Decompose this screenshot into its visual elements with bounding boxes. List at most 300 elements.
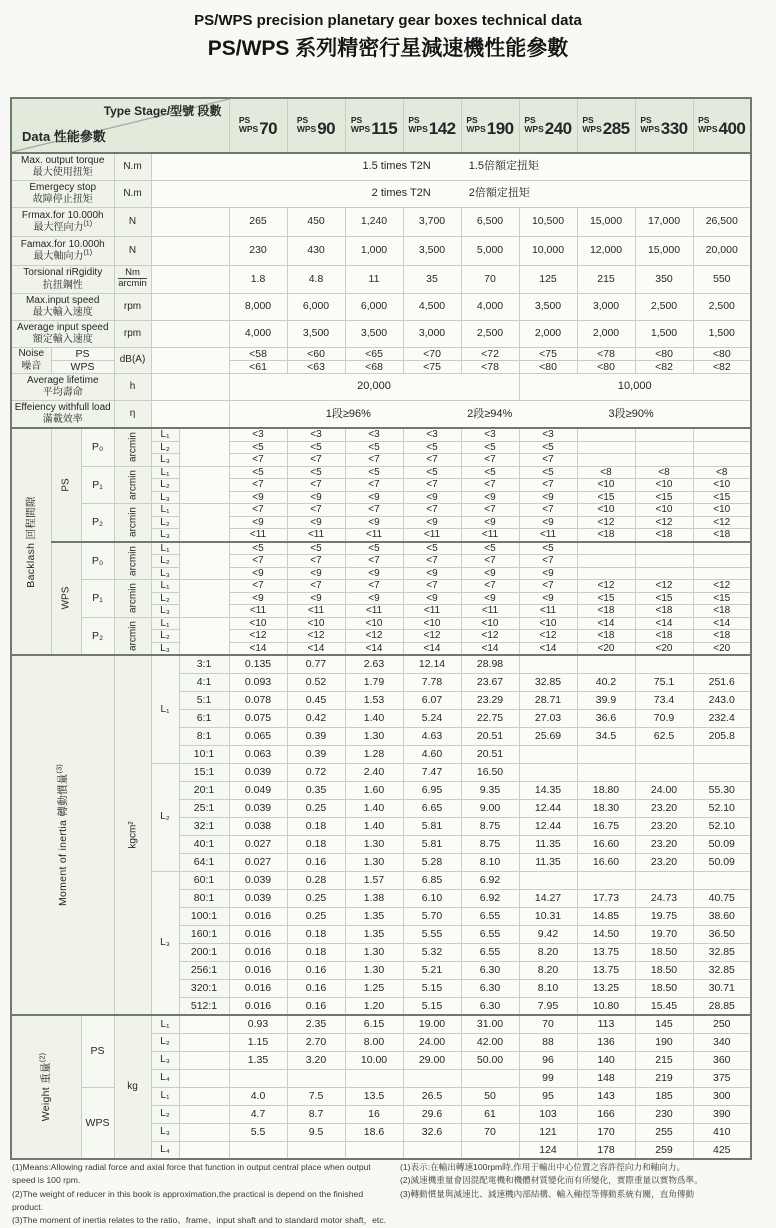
value-cell — [577, 871, 635, 889]
value-cell: <18 — [635, 605, 693, 618]
value-cell: <80 — [635, 347, 693, 360]
value-cell: 24.00 — [403, 1033, 461, 1051]
value-cell: <10 — [635, 479, 693, 492]
value-cell: <9 — [229, 516, 287, 529]
stage-label: L₂ — [151, 516, 179, 529]
spacer-cell — [151, 293, 229, 320]
value-cell: 8.75 — [461, 817, 519, 835]
value-cell: <7 — [229, 479, 287, 492]
ratio-label: 200:1 — [179, 943, 229, 961]
value-cell: <7 — [287, 555, 345, 568]
value-cell: 0.25 — [287, 907, 345, 925]
value-cell: 1,000 — [345, 236, 403, 265]
ratio-label: 64:1 — [179, 853, 229, 871]
value-cell: 243.0 — [693, 691, 751, 709]
column-header — [287, 98, 345, 153]
value-cell: 1.20 — [345, 997, 403, 1015]
value-cell: <7 — [287, 580, 345, 593]
value-cell — [693, 567, 751, 580]
value-cell: 170 — [577, 1123, 635, 1141]
value-cell — [635, 655, 693, 673]
value-cell: <9 — [403, 491, 461, 504]
value-cell — [635, 441, 693, 454]
value-cell: 11.35 — [519, 853, 577, 871]
value-cell: 5.28 — [403, 853, 461, 871]
series-ps-label: PS — [466, 114, 478, 125]
series-wps-label: WPS — [466, 124, 486, 135]
value-cell: <58 — [229, 347, 287, 360]
value-cell: 0.25 — [287, 889, 345, 907]
value-cell: <12 — [577, 580, 635, 593]
value-cell: <80 — [693, 347, 751, 360]
frame-size: 70 — [259, 118, 278, 138]
row-label-en: Max. output torque — [21, 154, 105, 166]
footnotes-zh — [400, 1161, 768, 1228]
value-cell: <11 — [345, 605, 403, 618]
value-cell — [229, 1141, 287, 1159]
value-cell: 0.039 — [229, 799, 287, 817]
lifetime-row — [11, 373, 751, 400]
spanned-value-pair — [152, 187, 751, 200]
spec-table — [10, 97, 752, 1160]
value-cell: 550 — [693, 265, 751, 293]
precision-class-label: P₂ — [81, 504, 114, 542]
value-cell: 3,700 — [403, 207, 461, 236]
value-cell: 0.16 — [287, 961, 345, 979]
value-cell: <15 — [635, 592, 693, 605]
unit-cell: N.m — [114, 180, 151, 207]
value-cell: <7 — [519, 580, 577, 593]
value-cell: <72 — [461, 347, 519, 360]
superscript: (3) — [56, 764, 64, 774]
value-cell: <5 — [461, 466, 519, 479]
value-cell: <75 — [403, 360, 461, 373]
value-cell: <5 — [519, 542, 577, 555]
value-cell: <18 — [693, 630, 751, 643]
ratio-label: 4:1 — [179, 673, 229, 691]
value-cell: <7 — [287, 479, 345, 492]
series-ps-label: PS — [582, 114, 594, 125]
value-cell: 1.30 — [345, 853, 403, 871]
row-label-en: Frmax.for 10.000h — [21, 209, 104, 221]
value-cell: 10,000 — [519, 236, 577, 265]
value-cell: 96 — [519, 1051, 577, 1069]
value-cell: <9 — [287, 516, 345, 529]
value-cell: 9.35 — [461, 781, 519, 799]
value-cell: <9 — [519, 516, 577, 529]
weight-row — [11, 1015, 751, 1033]
value-cell: 28.85 — [693, 997, 751, 1015]
value-cell: 0.016 — [229, 925, 287, 943]
spacer-cell — [179, 1141, 229, 1159]
value-cell: 0.016 — [229, 943, 287, 961]
value-cell: 350 — [635, 265, 693, 293]
value-cell: 1.30 — [345, 961, 403, 979]
value-cell — [635, 745, 693, 763]
value-cell: <10 — [577, 479, 635, 492]
value-cell: 145 — [635, 1015, 693, 1033]
value-cell — [519, 655, 577, 673]
value-cell: 0.063 — [229, 745, 287, 763]
value-cell: 205.8 — [693, 727, 751, 745]
column-header — [519, 98, 577, 153]
corner-label-data: Data 性能參數 — [22, 129, 106, 145]
row-label — [11, 320, 114, 347]
value-cell: 6,500 — [461, 207, 519, 236]
value-cell: <5 — [403, 466, 461, 479]
series-stack — [351, 116, 370, 136]
value-cell: 6.92 — [461, 871, 519, 889]
value-cell: 23.67 — [461, 673, 519, 691]
value-cell: 2.35 — [287, 1015, 345, 1033]
value-cell: <82 — [693, 360, 751, 373]
series-ps-label: PS — [640, 114, 652, 125]
value-cell: <5 — [345, 542, 403, 555]
value-cell: 1.30 — [345, 943, 403, 961]
value-cell: 4.7 — [229, 1105, 287, 1123]
value-cell: 6,000 — [345, 293, 403, 320]
value-cell: <61 — [229, 360, 287, 373]
efficiency-row — [11, 400, 751, 428]
value-cell: 0.135 — [229, 655, 287, 673]
value-cell: <3 — [461, 428, 519, 441]
row-label — [11, 293, 114, 320]
value-cell: 15,000 — [635, 236, 693, 265]
value-cell: 6.55 — [461, 925, 519, 943]
row-label-zh: 平均壽命 — [42, 387, 83, 399]
weight-series-label: WPS — [81, 1087, 114, 1159]
value-cell: 232.4 — [693, 709, 751, 727]
value-cell: <5 — [229, 542, 287, 555]
value-cell: 0.25 — [287, 799, 345, 817]
value-cell: <14 — [693, 617, 751, 630]
value-cell: 1.53 — [345, 691, 403, 709]
unit-cell: rpm — [114, 320, 151, 347]
value-cell: <10 — [345, 617, 403, 630]
spec-row — [11, 236, 751, 265]
value-cell: 1.60 — [345, 781, 403, 799]
value-cell: 73.4 — [635, 691, 693, 709]
noise-series-ps: PS — [51, 347, 114, 360]
value-cell: 6.55 — [461, 943, 519, 961]
value-cell: 2.63 — [345, 655, 403, 673]
stage-label: L₃ — [151, 871, 179, 1015]
value-cell — [693, 454, 751, 467]
value-cell: 32.6 — [403, 1123, 461, 1141]
value-cell: 7.95 — [519, 997, 577, 1015]
value-cell: 12.14 — [403, 655, 461, 673]
stage-label: L₂ — [151, 555, 179, 568]
value-cell — [345, 1141, 403, 1159]
value-cell: 0.16 — [287, 979, 345, 997]
value-cell: <15 — [693, 592, 751, 605]
value-cell: <15 — [577, 491, 635, 504]
stage-label: L₃ — [151, 567, 179, 580]
value-cell: 19.75 — [635, 907, 693, 925]
spacer-cell — [151, 400, 229, 428]
series-wps-label: WPS — [296, 124, 317, 135]
value-cell: <70 — [403, 347, 461, 360]
value-cell: <5 — [229, 441, 287, 454]
value-cell: <7 — [461, 580, 519, 593]
value-cell — [693, 555, 751, 568]
value-cell: 1.40 — [345, 799, 403, 817]
value-cell: 2,000 — [577, 320, 635, 347]
unit-cell: rpm — [114, 293, 151, 320]
unit-fraction-bottom: arcmin — [118, 278, 147, 290]
weight-series-label: PS — [81, 1015, 114, 1087]
precision-class-label: P₁ — [81, 466, 114, 504]
value-cell — [577, 745, 635, 763]
value-cell: 0.016 — [229, 907, 287, 925]
superscript: (2) — [39, 1052, 47, 1063]
spec-row — [11, 180, 751, 207]
value-cell — [403, 1141, 461, 1159]
value-cell — [345, 1069, 403, 1087]
value-cell: 24.00 — [635, 781, 693, 799]
backlash-unit-text: arcmin — [126, 469, 138, 500]
value-cell: <9 — [403, 592, 461, 605]
ratio-label: 8:1 — [179, 727, 229, 745]
value-cell: 0.39 — [287, 745, 345, 763]
value-cell: 1.57 — [345, 871, 403, 889]
value-cell: 2,000 — [519, 320, 577, 347]
lifetime-value-cell: 10,000 — [519, 373, 751, 400]
value-cell: 113 — [577, 1015, 635, 1033]
value-cell: 0.038 — [229, 817, 287, 835]
value-cell: <9 — [229, 567, 287, 580]
spacer-cell — [179, 1015, 229, 1033]
value-cell: <12 — [403, 630, 461, 643]
value-cell: 50.09 — [693, 853, 751, 871]
value-cell: <9 — [519, 491, 577, 504]
value-cell: <9 — [461, 491, 519, 504]
spanned-value-zh: 1.5倍額定扭矩 — [468, 160, 540, 173]
value-cell: <7 — [403, 454, 461, 467]
value-cell: 251.6 — [693, 673, 751, 691]
value-cell: 6.07 — [403, 691, 461, 709]
spanned-value-cell — [151, 180, 751, 207]
value-cell: <18 — [577, 630, 635, 643]
stage-label: L₃ — [151, 454, 179, 467]
value-cell: <9 — [461, 567, 519, 580]
value-cell: 16.60 — [577, 853, 635, 871]
spec-row — [11, 293, 751, 320]
series-wps-label: WPS — [698, 124, 718, 135]
value-cell: <3 — [287, 428, 345, 441]
row-label-en: Effeiency withfull load — [14, 401, 111, 413]
value-cell — [577, 567, 635, 580]
value-cell: 20.51 — [461, 745, 519, 763]
backlash-row — [11, 466, 751, 479]
value-cell: 230 — [229, 236, 287, 265]
ratio-label: 60:1 — [179, 871, 229, 889]
row-label-en: Average input speed — [16, 321, 109, 333]
stage-label: L₄ — [151, 1069, 179, 1087]
corner-cell — [11, 98, 229, 153]
value-cell: <80 — [577, 360, 635, 373]
value-cell: 6.85 — [403, 871, 461, 889]
value-cell: 4.63 — [403, 727, 461, 745]
stage-label: L₂ — [151, 1105, 179, 1123]
value-cell: 5.55 — [403, 925, 461, 943]
footnote-en-3: (3)The moment of inertia relates to the ratio、frame、input shaft and to standard motor shaft，etc. — [12, 1215, 387, 1226]
value-cell: 0.93 — [229, 1015, 287, 1033]
value-cell: <7 — [345, 555, 403, 568]
backlash-section-label-text: Backlash 回程間隙 — [25, 495, 38, 588]
backlash-row — [11, 617, 751, 630]
column-header-flex — [694, 113, 751, 139]
value-cell: 0.16 — [287, 997, 345, 1015]
precision-class-label: P₀ — [81, 542, 114, 580]
ratio-label: 6:1 — [179, 709, 229, 727]
value-cell: <3 — [403, 428, 461, 441]
spacer-cell — [179, 1087, 229, 1105]
footnotes — [12, 1161, 768, 1228]
value-cell: <9 — [403, 567, 461, 580]
row-label-zh: 額定輸入速度 — [32, 334, 93, 345]
value-cell: 0.28 — [287, 871, 345, 889]
value-cell: 52.10 — [693, 799, 751, 817]
value-cell: 8.20 — [519, 943, 577, 961]
backlash-unit-text: arcmin — [126, 583, 138, 614]
value-cell: 17.73 — [577, 889, 635, 907]
series-stack — [466, 116, 485, 136]
value-cell: 12.44 — [519, 817, 577, 835]
value-cell — [519, 871, 577, 889]
value-cell: 0.093 — [229, 673, 287, 691]
backlash-unit — [114, 580, 151, 618]
value-cell: <3 — [229, 428, 287, 441]
series-stack — [524, 116, 543, 136]
value-cell: 18.30 — [577, 799, 635, 817]
value-cell: 14.50 — [577, 925, 635, 943]
value-cell: 4.0 — [229, 1087, 287, 1105]
column-header-flex — [230, 113, 287, 139]
value-cell: 0.039 — [229, 889, 287, 907]
value-cell: 5,000 — [461, 236, 519, 265]
value-cell — [635, 428, 693, 441]
unit-fraction — [118, 268, 147, 290]
value-cell — [693, 428, 751, 441]
value-cell: 17,000 — [635, 207, 693, 236]
column-header-flex — [578, 113, 635, 139]
value-cell: 0.039 — [229, 871, 287, 889]
value-cell: 410 — [693, 1123, 751, 1141]
backlash-unit — [114, 617, 151, 655]
value-cell: <11 — [229, 605, 287, 618]
spanned-value-cell — [151, 153, 751, 180]
noise-series-wps: WPS — [51, 360, 114, 373]
spacer-cell — [151, 320, 229, 347]
value-cell: <5 — [461, 441, 519, 454]
ratio-label: 32:1 — [179, 817, 229, 835]
value-cell: <9 — [461, 592, 519, 605]
spec-table-wrapper — [10, 97, 752, 1160]
value-cell: <11 — [519, 529, 577, 542]
value-cell: <10 — [577, 504, 635, 517]
value-cell: <7 — [229, 555, 287, 568]
ratio-label: 100:1 — [179, 907, 229, 925]
value-cell: 50 — [461, 1087, 519, 1105]
value-cell: 34.5 — [577, 727, 635, 745]
value-cell: <10 — [461, 617, 519, 630]
value-cell — [577, 763, 635, 781]
value-cell: 61 — [461, 1105, 519, 1123]
value-cell: <7 — [461, 504, 519, 517]
row-label-en: Famax.for 10.000h — [20, 238, 105, 250]
value-cell — [577, 441, 635, 454]
value-cell: 19.00 — [403, 1015, 461, 1033]
precision-class-label: P₂ — [81, 617, 114, 655]
value-cell: <7 — [519, 504, 577, 517]
value-cell: <5 — [345, 466, 403, 479]
column-header-flex — [636, 113, 693, 139]
value-cell: 26,500 — [693, 207, 751, 236]
row-label-en: Max.input speed — [26, 294, 100, 306]
series-ps-label: PS — [524, 114, 536, 125]
value-cell: 178 — [577, 1141, 635, 1159]
value-cell: 6.30 — [461, 997, 519, 1015]
value-cell: <12 — [635, 580, 693, 593]
value-cell: 14.85 — [577, 907, 635, 925]
backlash-unit — [114, 542, 151, 580]
value-cell: <5 — [287, 441, 345, 454]
row-label — [11, 400, 114, 428]
value-cell: <8 — [635, 466, 693, 479]
value-cell: <7 — [461, 479, 519, 492]
value-cell: <7 — [403, 504, 461, 517]
value-cell: 0.039 — [229, 763, 287, 781]
value-cell: 0.016 — [229, 997, 287, 1015]
value-cell: 11 — [345, 265, 403, 293]
value-cell: 26.5 — [403, 1087, 461, 1105]
value-cell: <7 — [229, 454, 287, 467]
value-cell: 16.75 — [577, 817, 635, 835]
value-cell: <9 — [345, 516, 403, 529]
value-cell: 10.80 — [577, 997, 635, 1015]
value-cell: 0.45 — [287, 691, 345, 709]
value-cell: 16.50 — [461, 763, 519, 781]
value-cell — [693, 763, 751, 781]
series-stack — [297, 116, 316, 136]
value-cell: 9.42 — [519, 925, 577, 943]
value-cell — [577, 542, 635, 555]
value-cell: <7 — [345, 454, 403, 467]
value-cell: <63 — [287, 360, 345, 373]
row-label-zh: 最大輸入速度 — [32, 307, 93, 318]
value-cell: 136 — [577, 1033, 635, 1051]
value-cell: <9 — [403, 516, 461, 529]
value-cell: 70 — [461, 1123, 519, 1141]
inertia-unit-text: kgcm² — [126, 821, 138, 849]
value-cell: 259 — [635, 1141, 693, 1159]
value-cell: <65 — [345, 347, 403, 360]
value-cell: 2,500 — [693, 293, 751, 320]
value-cell: 8.10 — [519, 979, 577, 997]
value-cell: <12 — [461, 630, 519, 643]
value-cell: 0.42 — [287, 709, 345, 727]
frame-size: 285 — [602, 118, 630, 138]
value-cell: <82 — [635, 360, 693, 373]
value-cell: 0.075 — [229, 709, 287, 727]
value-cell: 5.24 — [403, 709, 461, 727]
column-header-flex — [404, 113, 461, 139]
efficiency-value-cell — [229, 400, 751, 428]
value-cell: <5 — [345, 441, 403, 454]
value-cell: 70 — [461, 265, 519, 293]
value-cell: 13.25 — [577, 979, 635, 997]
